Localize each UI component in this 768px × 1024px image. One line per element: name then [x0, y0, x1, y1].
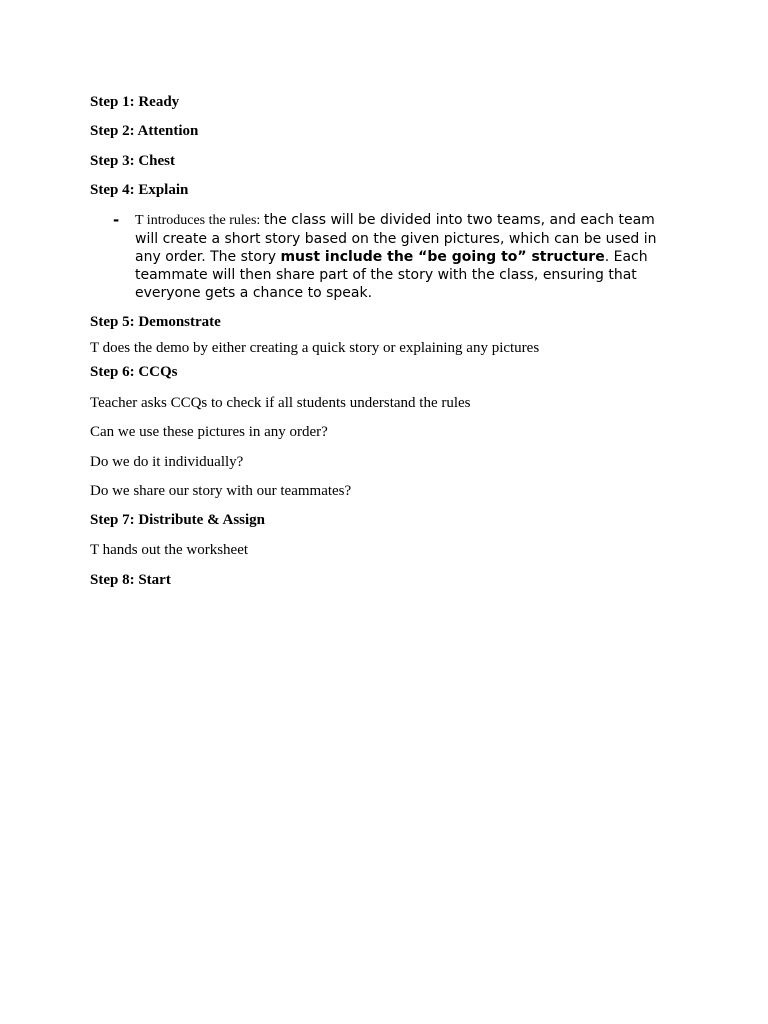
distribute-text: T hands out the worksheet [90, 542, 249, 558]
rules-text-part2: . Each teammate will then share part of the story with the class, ensuring that everyone gets a chance to speak. [135, 249, 648, 301]
step-8-heading: Step 8: Start [90, 572, 171, 588]
ccq-question-3: Do we share our story with our teammates? [90, 483, 352, 499]
ccq-intro-text: Teacher asks CCQs to check if all students understand the rules [90, 395, 471, 411]
step-7-heading: Step 7: Distribute & Assign [90, 512, 266, 528]
ccq-question-2: Do we do it individually? [90, 454, 244, 470]
step-4-heading: Step 4: Explain [90, 182, 189, 198]
step-1-heading: Step 1: Ready [90, 94, 180, 110]
bullet-marker: - [113, 211, 120, 229]
step-5-heading: Step 5: Demonstrate [90, 314, 221, 330]
rules-bullet-paragraph [135, 211, 675, 302]
rules-emphasis-text: must include the “be going to” structure [280, 249, 605, 265]
rules-lead-text: T introduces the rules: [135, 213, 264, 228]
demo-text: T does the demo by either creating a quick story or explaining any pictures [90, 340, 540, 356]
rules-text-part1: the class will be divided into two teams, and each team will create a short story based on the given pictures, which can be used in any order. The story [135, 212, 657, 265]
ccq-question-1: Can we use these pictures in any order? [90, 424, 328, 440]
step-3-heading: Step 3: Chest [90, 153, 175, 169]
step-2-heading: Step 2: Attention [90, 123, 199, 139]
step-6-heading: Step 6: CCQs [90, 364, 178, 380]
